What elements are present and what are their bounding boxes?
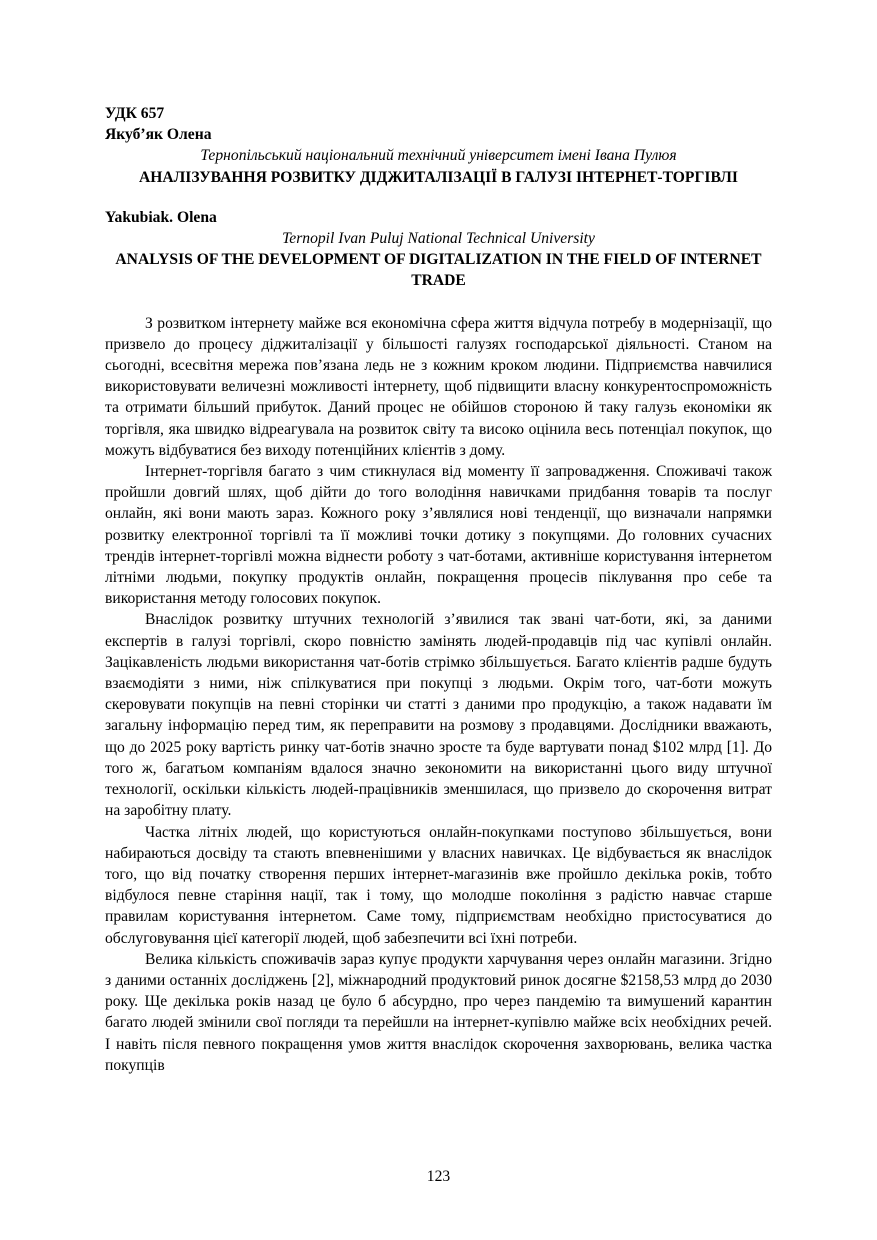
author-name-en: Yakubiak. Olena [105, 208, 217, 226]
affiliation-ua: Тернопільський національний технічний університет імені Івана Пулюя [200, 147, 677, 165]
paragraph: Велика кількість споживачів зараз купує продукти харчування через онлайн магазини. Згідно з даними останніх досліджень [2], міжнародний продуктовий ринок досягне $2158,53 млрд до 2030 року. Ще декілька років назад це було б абсурдно, про через пандемію та вимушений карантин багато людей змінили свої погляди та перейшли на інтернет-купівлю майже всіх необхідних речей. І навіть після певного покращення умов життя внаслідок скорочення захворювань, велика частка покупців [105, 950, 772, 1074]
author-name-ua: Якуб’як Олена [105, 126, 212, 144]
article-title-en: ANALYSIS OF THE DEVELOPMENT OF DIGITALIZATION IN THE FIELD OF INTERNET TRADE [115, 251, 762, 290]
body-spacer [105, 292, 772, 313]
header-spacer [105, 188, 772, 207]
article-content [105, 103, 772, 1076]
page-number: 123 [426, 1168, 451, 1185]
paragraph: Інтернет-торгівля багато з чим стикнулася від моменту її запровадження. Споживачі також пройшли довгий шлях, щоб дійти до того володіння навичками придбання товарів та послуг онлайн, які вони мають зараз. Кожного року з’являлися нові тенденції, що визначали напрямки розвитку електронної торгівлі та її можливі точки дотику з покупцями. До головних сучасних трендів інтернет-торгівлі можна віднести роботу з чат-ботами, активніше користування інтернетом літніми людьми, покупку продуктів онлайн, покращення процесів піклування про себе та використання методу голосових покупок. [105, 463, 772, 608]
paragraph: Внаслідок розвитку штучних технологій з’явилися так звані чат-боти, які, за даними експертів в галузі торгівлі, скоро повністю замінять людей-продавців під час купівлі онлайн. Зацікавленість людьми використання чат-ботів стрімко збільшується. Багато клієнтів радше будуть взаємодіяти з ними, ніж спілкуватися при покупці з людьми. Окрім того, чат-боти можуть скеровувати покупців на певні сторінки чи статті з даними про продукцію, а також надавати їм загальну інформацію перед тим, як переправити на розмову з продавцями. Дослідники вважають, що до 2025 року вартість ринку чат-ботів значно зросте та буде вартувати понад $102 млрд [1]. До того ж, багатьом компаніям вдалося значно зекономити на використанні цього виду штучної технології, оскільки кількість людей-працівників зменшилася, що призвело до скорочення витрат на заробітну плату. [105, 611, 772, 820]
article-title-ua: АНАЛІЗУВАННЯ РОЗВИТКУ ДІДЖИТАЛІЗАЦІЇ В ГАЛУЗІ ІНТЕРНЕТ-ТОРГІВЛІ [139, 168, 738, 186]
affiliation-en: Ternopil Ivan Puluj National Technical University [282, 230, 595, 248]
paragraph: Частка літніх людей, що користуються онлайн-покупками поступово збільшується, вони набираються досвіду та стають впевненішими у власних навичках. Це відбувається як внаслідок того, що від початку створення перших інтернет-магазинів вже пройшло декілька років, тобто відбулося певне старіння нації, так і тому, що молодше покоління з радістю навчає старше правилам користування інтернетом. Саме тому, підприємствам необхідно пристосуватися до обслуговування цієї категорії людей, щоб забезпечити всі їхні потреби. [105, 823, 772, 947]
paragraph: З розвитком інтернету майже вся економічна сфера життя відчула потребу в модернізації, що призвело до процесу діджиталізації у більшості галузях господарської діяльності. Станом на сьогодні, всесвітня мережа пов’язана ледь не з кожним кроком людини. Підприємства навчилися використовувати величезні можливості інтернету, щоб підвищити власну конкурентоспроможність та отримати більший прибуток. Даний процес не обійшов стороною й таку галузь економіки як торгівля, яка швидко відреагувала на розвиток світу та високо оцінила весь потенціал покупок, що можуть відбуватися без виходу потенційних клієнтів з дому. [105, 314, 772, 459]
udk-code: УДК 657 [105, 105, 165, 122]
